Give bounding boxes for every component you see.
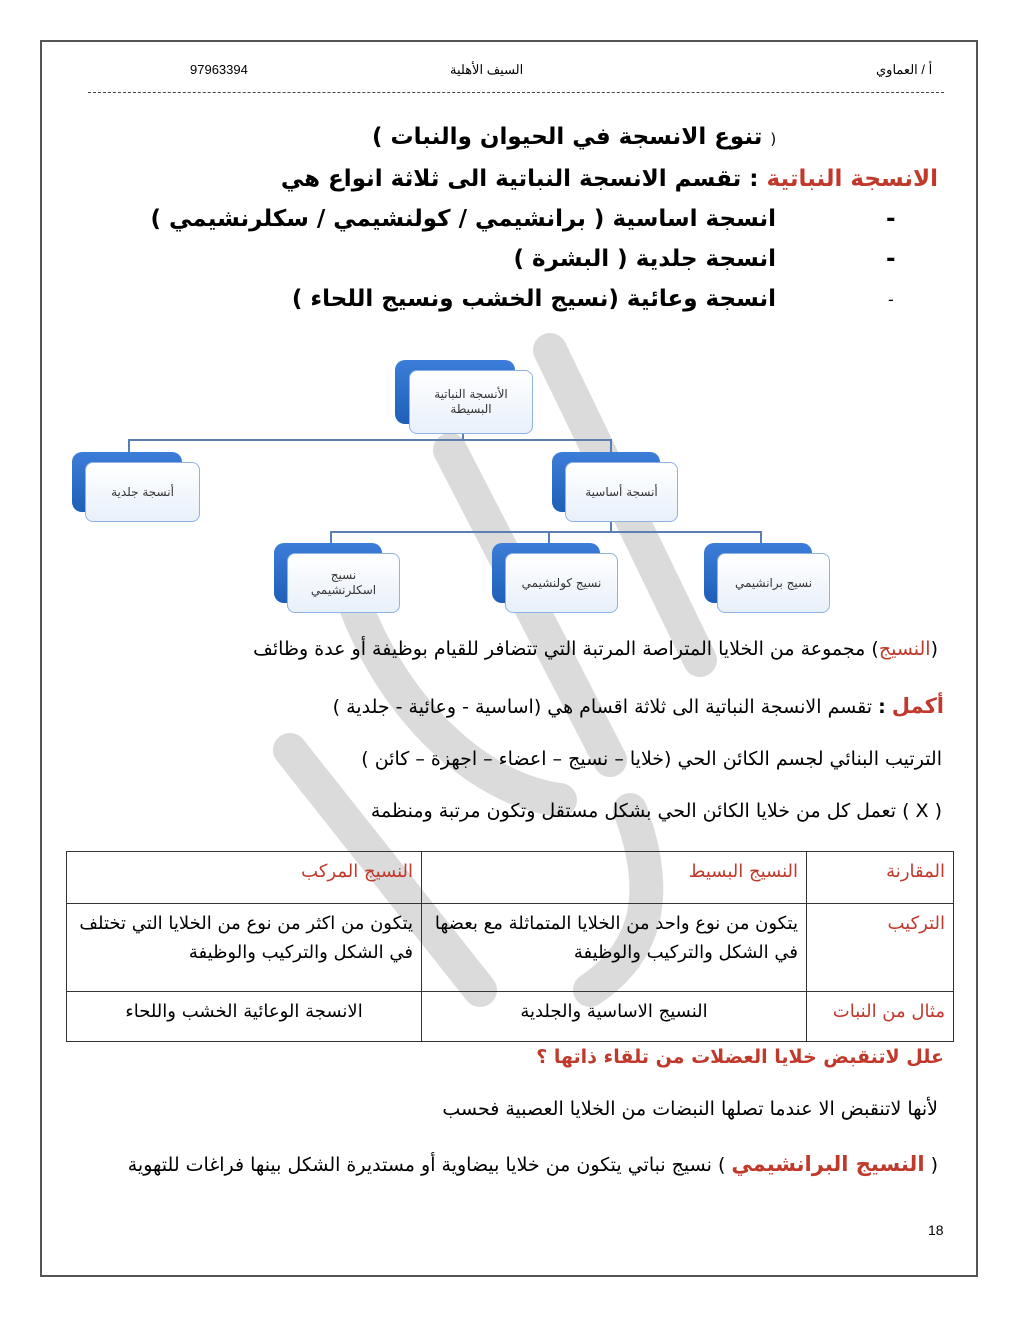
- hierarchy-line: الترتيب البنائي لجسم الكائن الحي (خلايا – نسيج – اعضاء – اجهزة – كائن ): [361, 748, 942, 770]
- intro-colon: :: [749, 166, 759, 192]
- intro-line: [281, 166, 938, 192]
- parenchyma-text: ) نسيج نباتي يتكون من خلايا بيضاوية أو مستديرة الشكل بينها فراغات للتهوية: [127, 1154, 726, 1176]
- true-false-text: تعمل كل من خلايا الكائن الحي بشكل مستقل وتكون مرتبة ومنظمة: [370, 800, 897, 822]
- definition-line: (النسيج) مجموعة من الخلايا المتراصة المرتبة التي تتضافر للقيام بوظيفة أو عدة وظائف: [253, 638, 938, 660]
- chart-node-root: الأنسجة النباتية البسيطة: [395, 360, 537, 434]
- page-number: 18: [928, 1222, 944, 1238]
- header-phone: 97963394: [190, 62, 248, 77]
- type-bullet-2: -: [886, 246, 896, 272]
- complete-colon: :: [878, 696, 886, 718]
- table-header-row: [67, 852, 954, 904]
- connector-level1: [128, 439, 612, 441]
- table-row: [67, 992, 954, 1042]
- true-false-line: [371, 800, 942, 822]
- table-cell-simple: النسيج الاساسية والجلدية: [422, 992, 807, 1042]
- chart-node-dermal: أنسجة جلدية: [72, 452, 202, 522]
- type-bullet-1: -: [886, 206, 896, 232]
- table-cell-label: مثال من النبات: [807, 992, 954, 1042]
- table-header-compound: النسيج المركب: [67, 852, 422, 904]
- chart-node-parenchyma: نسيج برانشيمي: [704, 543, 832, 613]
- complete-label: أكمل: [891, 694, 944, 718]
- table-header-compare: المقارنة: [807, 852, 954, 904]
- question-line: علل لاتنقبض خلايا العضلات من تلقاء ذاتها ؟: [536, 1046, 944, 1068]
- type-bullet-3: -: [888, 290, 894, 309]
- table-header-simple: النسيج البسيط: [422, 852, 807, 904]
- type-item-dermal: انسجة جلدية ( البشرة ): [513, 246, 776, 272]
- complete-text: تقسم الانسجة النباتية الى ثلاثة اقسام هي (اساسية - وعائية - جلدية ): [332, 696, 873, 718]
- table-row: [67, 904, 954, 992]
- answer-line: لأنها لاتنقبض الا عندما تصلها النبضات من الخلايا العصبية فحسب: [442, 1098, 938, 1120]
- intro-text: تقسم الانسجة النباتية الى ثلاثة انواع هي: [280, 166, 742, 192]
- intro-label: الانسجة النباتية: [766, 166, 938, 192]
- definition-text: مجموعة من الخلايا المتراصة المرتبة التي تتضافر للقيام بوظيفة أو عدة وظائف: [253, 638, 866, 660]
- parenchyma-definition: [128, 1152, 938, 1176]
- chart-node-collenchyma: نسيج كولنشيمي: [492, 543, 620, 613]
- table-cell-compound: الانسجة الوعائية الخشب واللحاء: [67, 992, 422, 1042]
- page-title: [372, 124, 776, 150]
- connector-level2: [330, 531, 762, 533]
- parenchyma-open-paren: (: [930, 1154, 938, 1176]
- complete-line: [333, 694, 944, 718]
- title-open-paren: (: [770, 130, 777, 148]
- parenchyma-term: النسيج البرانشيمي: [731, 1152, 925, 1176]
- chart-node-ground: أنسجة أساسية: [552, 452, 680, 522]
- header-divider: [88, 92, 944, 93]
- table-cell-simple: يتكون من نوع واحد من الخلايا المتماثلة مع بعضها في الشكل والتركيب والوظيفة: [422, 904, 807, 992]
- definition-term: النسيج: [878, 638, 931, 660]
- comparison-table: [66, 851, 954, 1042]
- type-item-ground: انسجة اساسية ( برانشيمي / كولنشيمي / سكلرنشيمي ): [150, 206, 776, 232]
- header-author: أ / العماوي: [876, 62, 933, 77]
- true-false-mark: ( X ): [902, 800, 942, 822]
- type-item-vascular: انسجة وعائية (نسيج الخشب ونسيج اللحاء ): [291, 286, 776, 312]
- header-school: السيف الأهلية: [450, 62, 524, 77]
- table-cell-label: التركيب: [807, 904, 954, 992]
- title-text: تنوع الانسجة في الحيوان والنبات ): [372, 124, 763, 150]
- chart-node-sclerenchyma: نسيج اسكلرنشيمي: [274, 543, 402, 613]
- table-cell-compound: يتكون من اكثر من نوع من الخلايا التي تختلف في الشكل والتركيب والوظيفة: [67, 904, 422, 992]
